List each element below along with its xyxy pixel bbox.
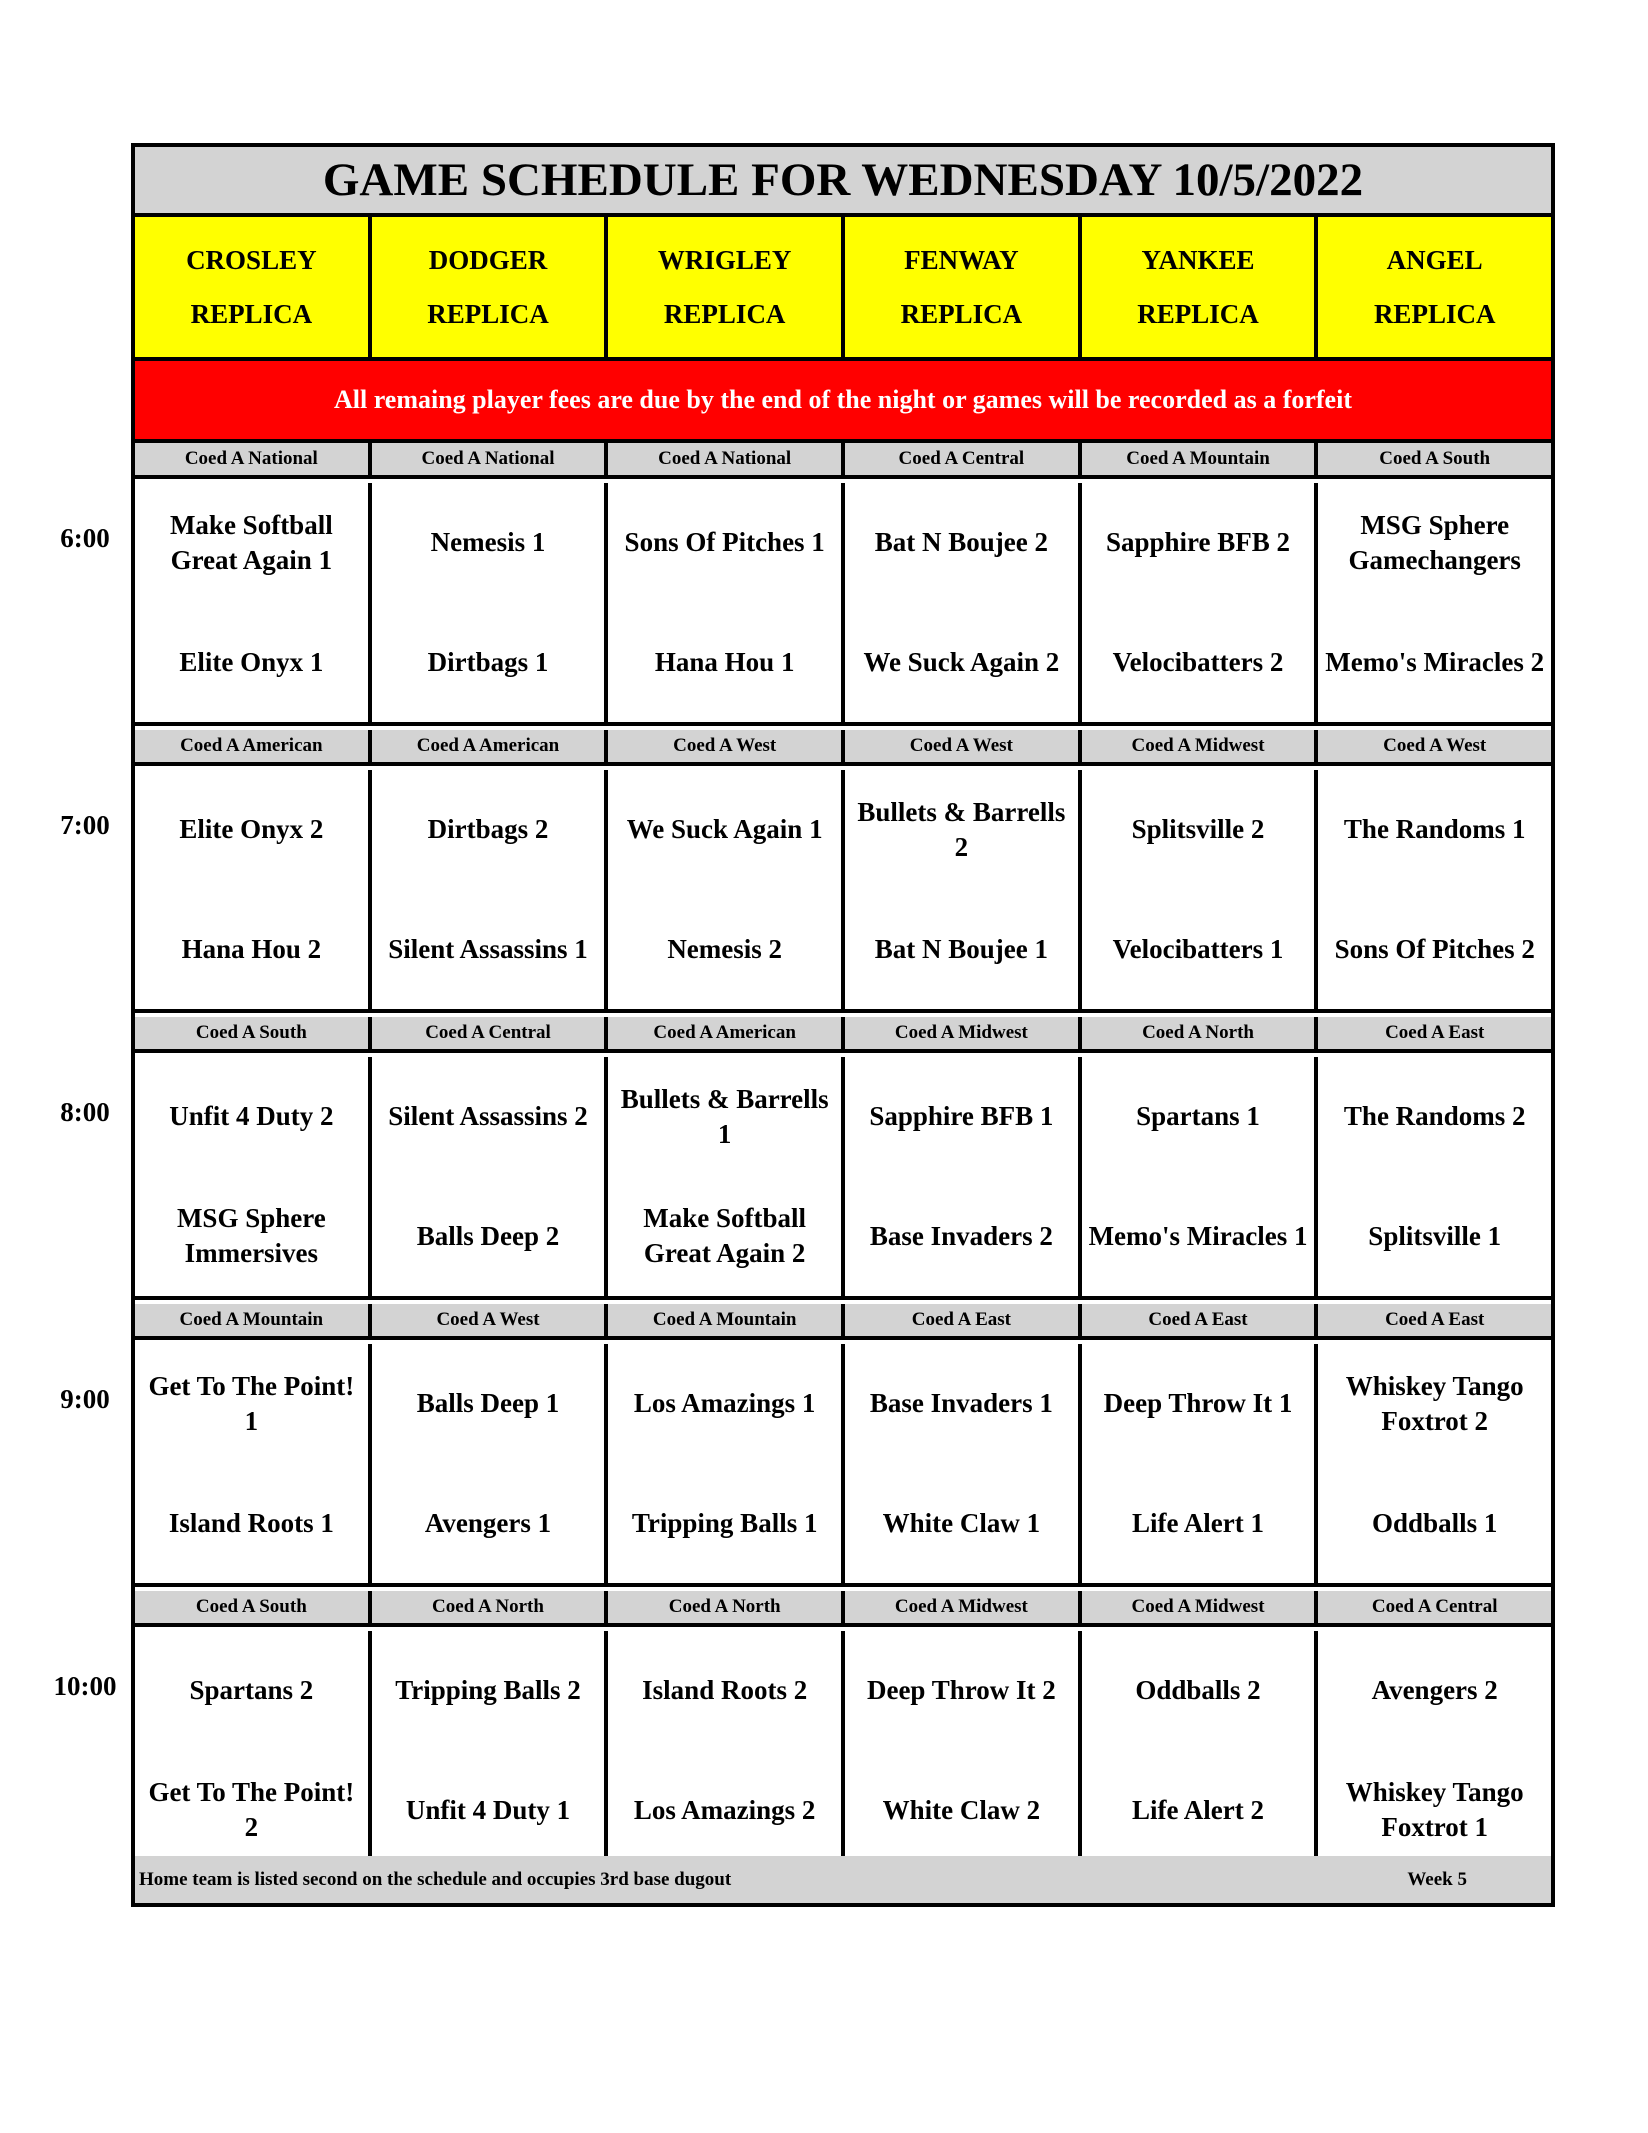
field-header-fenway [845, 217, 1082, 357]
away-team: The Randoms 2 [1343, 1101, 1526, 1132]
game-row [135, 1631, 1551, 1874]
game-cell [135, 1344, 372, 1583]
game-cell [1318, 1344, 1551, 1583]
game-cell [1318, 1631, 1551, 1870]
field-name: WRIGLEY [657, 245, 792, 275]
division-label: Coed A American [135, 730, 372, 762]
division-label: Coed A East [1385, 1022, 1485, 1043]
away-team: Balls Deep 1 [416, 1388, 560, 1419]
field-type: REPLICA [663, 299, 786, 329]
home-team: Unfit 4 Duty 1 [405, 1794, 571, 1825]
division-label: Coed A National [372, 443, 609, 475]
away-team: Whiskey Tango Foxtrot 2 [1345, 1370, 1524, 1436]
home-team: Nemesis 2 [667, 933, 783, 964]
home-team: Life Alert 1 [1132, 1507, 1264, 1538]
away-team: Avengers 2 [1371, 1675, 1498, 1706]
division-row [135, 1591, 1551, 1627]
division-label: Coed A South [135, 1017, 372, 1049]
week-label: Week 5 [1407, 1868, 1467, 1890]
home-team: Base Invaders 2 [869, 1220, 1053, 1251]
division-label: Coed A South [1379, 448, 1491, 469]
division-label: Coed A Midwest [1082, 1591, 1319, 1623]
away-team: Base Invaders 1 [869, 1388, 1053, 1419]
game-cell [1082, 1057, 1319, 1296]
away-team: Deep Throw It 2 [866, 1675, 1056, 1706]
away-team: Get To The Point! 1 [148, 1370, 355, 1436]
game-cell [608, 1057, 845, 1296]
game-cell [372, 1057, 609, 1296]
away-team: Spartans 1 [1136, 1101, 1260, 1132]
away-team: Bullets & Barrells 2 [857, 796, 1066, 862]
field-header-yankee [1082, 217, 1319, 357]
time-label: 10:00 [53, 1671, 117, 1701]
home-team: Splitsville 1 [1368, 1220, 1502, 1251]
home-team: Oddballs 1 [1372, 1507, 1498, 1538]
game-cell [845, 770, 1082, 1009]
field-header-angel [1318, 217, 1551, 357]
game-cell [845, 1344, 1082, 1583]
field-header-wrigley [608, 217, 845, 357]
division-label: Coed A National [135, 443, 372, 475]
division-label: Coed A Mountain [135, 1304, 372, 1336]
home-team: Island Roots 1 [168, 1507, 334, 1538]
away-team: Splitsville 2 [1131, 814, 1265, 845]
division-label: Coed A Midwest [845, 1591, 1082, 1623]
division-label: Coed A South [135, 1591, 372, 1623]
away-team: Sapphire BFB 2 [1105, 527, 1291, 558]
game-cell [1318, 1057, 1551, 1296]
game-cell [135, 1631, 372, 1870]
away-team: Sapphire BFB 1 [869, 1101, 1054, 1132]
division-label: Coed A Mountain [1082, 443, 1319, 475]
game-cell [608, 1344, 845, 1583]
home-team: Hana Hou 2 [181, 933, 322, 964]
game-row [135, 770, 1551, 1013]
away-team: Spartans 2 [189, 1675, 314, 1706]
home-team: MSG Sphere Immersives [176, 1203, 326, 1269]
home-team: White Claw 2 [882, 1794, 1041, 1825]
game-cell [845, 1631, 1082, 1870]
home-team: We Suck Again 2 [863, 646, 1060, 677]
division-label: Coed A West [372, 1304, 609, 1336]
division-row [135, 730, 1551, 766]
home-team-note: Home team is listed second on the schedule and occupies 3rd base dugout [139, 1868, 732, 1890]
home-team: Life Alert 2 [1132, 1794, 1264, 1825]
away-team: Unfit 4 Duty 2 [169, 1101, 334, 1132]
field-type: REPLICA [900, 299, 1023, 329]
game-cell [135, 483, 372, 722]
home-team: White Claw 1 [882, 1507, 1041, 1538]
time-label: 6:00 [60, 523, 110, 553]
game-cell [372, 1631, 609, 1870]
field-name: CROSLEY [186, 245, 317, 275]
footer-bar [135, 1856, 1551, 1903]
time-label: 9:00 [60, 1384, 110, 1414]
field-name: FENWAY [904, 245, 1019, 275]
division-label: Coed A Central [372, 1017, 609, 1049]
division-label: Coed A Mountain [608, 1304, 845, 1336]
away-team: The Randoms 1 [1343, 814, 1526, 845]
home-team: Make Softball Great Again 2 [643, 1203, 807, 1269]
division-row [135, 1304, 1551, 1340]
away-team: We Suck Again 1 [626, 814, 823, 845]
field-header-dodger [372, 217, 609, 357]
home-team: Memo's Miracles 1 [1088, 1220, 1308, 1251]
game-cell [845, 483, 1082, 722]
division-label: Coed A Central [1371, 1596, 1498, 1617]
home-team: Tripping Balls 1 [631, 1507, 818, 1538]
field-type: REPLICA [1137, 299, 1259, 329]
home-team: Silent Assassins 1 [388, 933, 588, 964]
home-team: Bat N Boujee 1 [874, 933, 1048, 964]
game-cell [608, 1631, 845, 1870]
division-label: Coed A North [372, 1591, 609, 1623]
game-row [135, 1344, 1551, 1587]
home-team: Get To The Point! 2 [148, 1777, 355, 1843]
field-name: DODGER [428, 245, 548, 275]
game-cell [1082, 1344, 1319, 1583]
division-label: Coed A North [608, 1591, 845, 1623]
home-team: Dirtbags 1 [427, 646, 549, 677]
field-name: YANKEE [1141, 245, 1255, 275]
division-row [135, 1017, 1551, 1053]
division-label: Coed A East [1385, 1309, 1485, 1330]
division-label: Coed A Midwest [1082, 730, 1319, 762]
field-name: ANGEL [1386, 245, 1483, 275]
field-header-crosley [135, 217, 372, 357]
division-label: Coed A East [1082, 1304, 1319, 1336]
away-team: Sons Of Pitches 1 [624, 527, 825, 558]
game-cell [845, 1057, 1082, 1296]
time-label: 8:00 [60, 1097, 110, 1127]
home-team: Avengers 1 [424, 1507, 552, 1538]
home-team: Sons Of Pitches 2 [1334, 933, 1535, 964]
field-type: REPLICA [190, 299, 313, 329]
division-label: Coed A North [1082, 1017, 1319, 1049]
division-label: Coed A Midwest [845, 1017, 1082, 1049]
division-label: Coed A West [845, 730, 1082, 762]
field-header-row [135, 217, 1551, 361]
division-row [135, 443, 1551, 479]
away-team: Bullets & Barrells 1 [620, 1083, 829, 1149]
game-cell [608, 483, 845, 722]
away-team: Make Softball Great Again 1 [169, 509, 333, 575]
division-label: Coed A National [608, 443, 845, 475]
schedule-table [131, 143, 1555, 1907]
game-cell [1318, 770, 1551, 1009]
home-team: Velocibatters 1 [1112, 933, 1284, 964]
game-row [135, 1057, 1551, 1300]
schedule-title: GAME SCHEDULE FOR WEDNESDAY 10/5/2022 [135, 147, 1551, 217]
home-team: Velocibatters 2 [1112, 646, 1284, 677]
field-type: REPLICA [427, 299, 549, 329]
game-cell [372, 483, 609, 722]
away-team: Elite Onyx 2 [179, 814, 324, 845]
away-team: Los Amazings 1 [633, 1388, 816, 1419]
division-label: Coed A American [372, 730, 609, 762]
home-team: Elite Onyx 1 [179, 646, 324, 677]
game-cell [1318, 483, 1551, 722]
division-label: Coed A Central [845, 443, 1082, 475]
game-cell [135, 1057, 372, 1296]
game-cell [1082, 770, 1319, 1009]
division-label: Coed A East [845, 1304, 1082, 1336]
game-cell [1082, 1631, 1319, 1870]
time-label: 7:00 [60, 810, 110, 840]
away-team: Nemesis 1 [430, 527, 546, 558]
game-row [135, 483, 1551, 726]
home-team: Whiskey Tango Foxtrot 1 [1345, 1777, 1524, 1843]
away-team: Bat N Boujee 2 [874, 527, 1048, 558]
away-team: Dirtbags 2 [427, 814, 549, 845]
home-team: Los Amazings 2 [633, 1794, 816, 1825]
game-cell [1082, 483, 1319, 722]
away-team: Tripping Balls 2 [395, 1675, 581, 1706]
away-team: Deep Throw It 1 [1103, 1388, 1293, 1419]
field-type: REPLICA [1373, 299, 1496, 329]
division-label: Coed A West [1383, 735, 1487, 756]
away-team: MSG Sphere Gamechangers [1348, 509, 1521, 575]
game-cell [135, 770, 372, 1009]
division-label: Coed A West [608, 730, 845, 762]
game-cell [372, 770, 609, 1009]
game-cell [372, 1344, 609, 1583]
home-team: Balls Deep 2 [416, 1220, 560, 1251]
away-team: Silent Assassins 2 [388, 1101, 588, 1132]
fees-notice-banner: All remaing player fees are due by the end of the night or games will be recorded as a forfeit [135, 361, 1551, 443]
away-team: Island Roots 2 [642, 1675, 808, 1706]
home-team: Hana Hou 1 [654, 646, 795, 677]
game-cell [608, 770, 845, 1009]
home-team: Memo's Miracles 2 [1325, 646, 1545, 677]
away-team: Oddballs 2 [1135, 1675, 1261, 1706]
division-label: Coed A American [608, 1017, 845, 1049]
